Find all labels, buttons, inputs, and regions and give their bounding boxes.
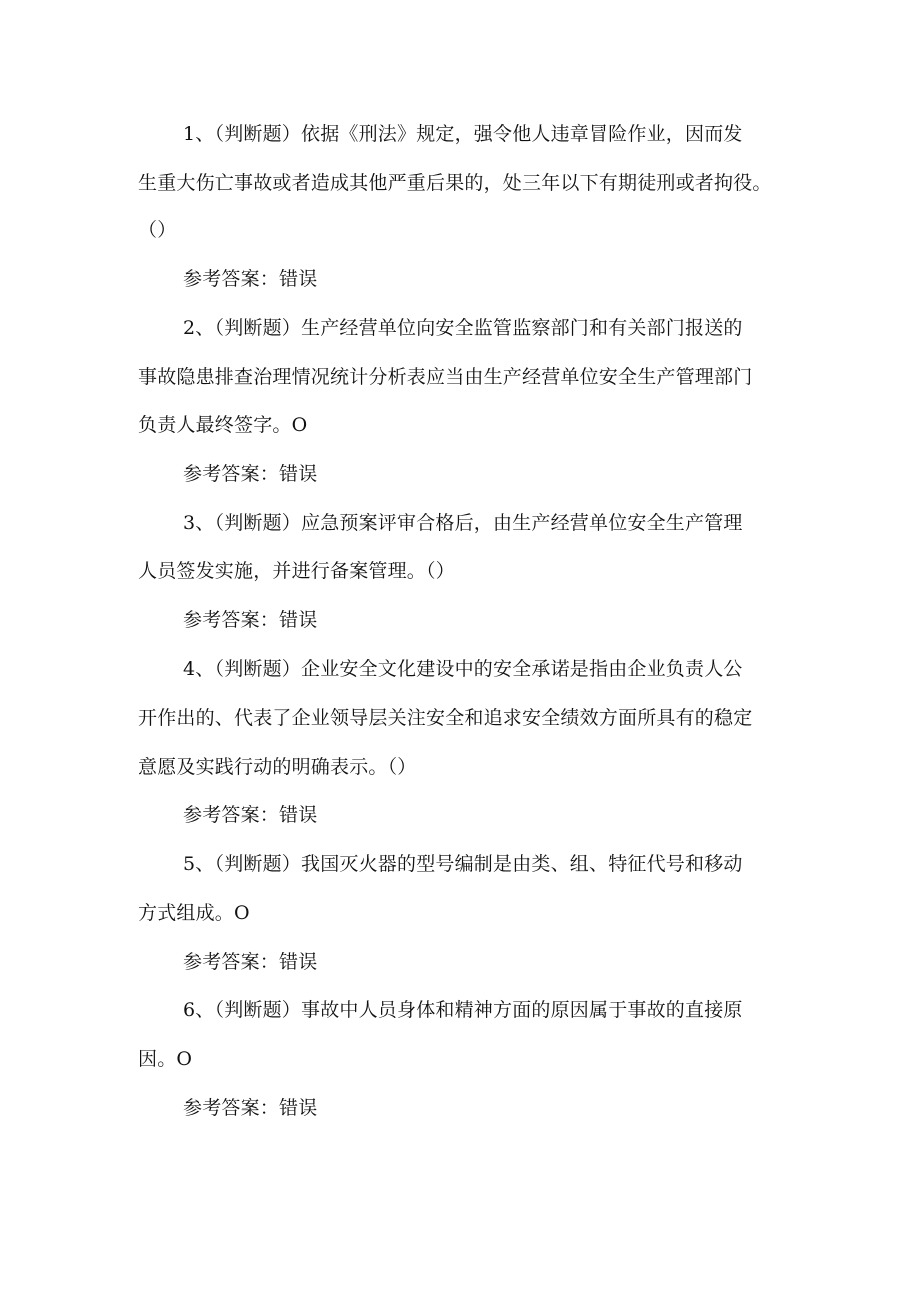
answer-2: 参考答案：错误 xyxy=(183,463,318,485)
question-2-line-1: 2、（判断题）生产经营单位向安全监管监察部门和有关部门报送的 xyxy=(183,317,743,339)
answer-5: 参考答案：错误 xyxy=(183,951,318,973)
question-3-line-2: 人员签发实施，并进行备案管理。（） xyxy=(138,560,455,582)
answer-1: 参考答案：错误 xyxy=(183,268,318,290)
question-4-line-2: 开作出的、代表了企业领导层关注安全和追求安全绩效方面所具有的稳定 xyxy=(138,707,753,729)
answer-6: 参考答案：错误 xyxy=(183,1097,318,1119)
question-2-line-2: 事故隐患排查治理情况统计分析表应当由生产经营单位安全生产管理部门 xyxy=(138,366,753,388)
question-6-line-1: 6、（判断题）事故中人员身体和精神方面的原因属于事故的直接原 xyxy=(183,999,743,1021)
question-5-line-1: 5、（判断题）我国灭火器的型号编制是由类、组、特征代号和移动 xyxy=(183,853,743,875)
question-6-line-2: 因。O xyxy=(138,1048,193,1070)
question-4-line-3: 意愿及实践行动的明确表示。（） xyxy=(138,756,417,778)
answer-3: 参考答案：错误 xyxy=(183,609,318,631)
question-1-line-1: 1、（判断题）依据《刑法》规定，强令他人违章冒险作业，因而发 xyxy=(183,123,743,145)
question-5-line-2: 方式组成。O xyxy=(138,902,250,924)
question-1-line-2: 生重大伤亡事故或者造成其他严重后果的，处三年以下有期徒刑或者拘役。 xyxy=(138,172,772,194)
question-4-line-1: 4、（判断题）企业安全文化建设中的安全承诺是指由企业负责人公 xyxy=(183,658,743,680)
question-1-line-3: （） xyxy=(138,219,177,241)
answer-4: 参考答案：错误 xyxy=(183,804,318,826)
question-2-line-3: 负责人最终签字。O xyxy=(138,414,308,436)
question-3-line-1: 3、（判断题）应急预案评审合格后，由生产经营单位安全生产管理 xyxy=(183,512,743,534)
